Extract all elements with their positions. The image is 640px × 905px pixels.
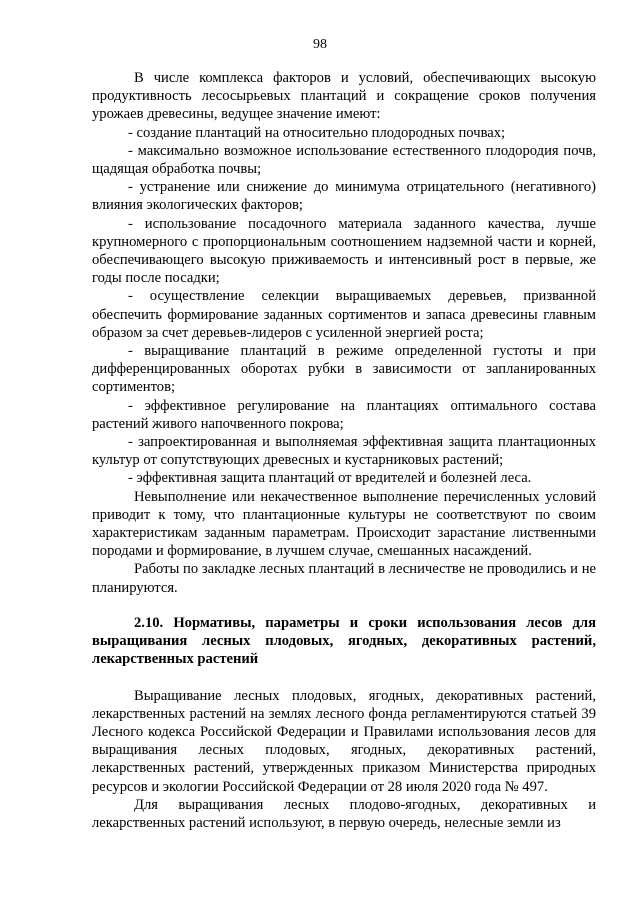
page-content bbox=[92, 69, 596, 832]
list-item: - максимально возможное использование естественного плодородия почв, щадящая обработка почвы; bbox=[92, 142, 596, 178]
no-work-paragraph: Работы по закладке лесных плантаций в лесничестве не проводились и не планируются. bbox=[92, 561, 596, 596]
section-heading: 2.10. Нормативы, параметры и сроки использования лесов для выращивания лесных плодовых, ягодных, декоративных растений, лекарственных растений bbox=[92, 614, 596, 668]
list-item: - создание плантаций на относительно плодородных почвах; bbox=[128, 124, 506, 141]
list-item: - использование посадочного материала заданного качества, лучше крупномерного с пропорциональным соотношением надземной части и корней, обеспечивающего высокую приживаемость и интенсивный рост в первые, же годы после посадки; bbox=[92, 215, 596, 287]
list-item: - запроектированная и выполняемая эффективная защита плантационных культур от сопутствующих древесных и кустарниковых растений; bbox=[92, 434, 596, 469]
lands-paragraph: Для выращивания лесных плодово-ягодных, декоративных и лекарственных растений используют, в первую очередь, нелесные земли из bbox=[92, 796, 596, 831]
list-item: - эффективная защита плантаций от вредителей и болезней леса. bbox=[128, 470, 532, 487]
intro-paragraph: В числе комплекса факторов и условий, обеспечивающих высокую продуктивность лесосырьевых плантаций и сокращение сроков получения урожаев древесины, ведущее значение имеют: bbox=[92, 70, 596, 123]
section-heading-block bbox=[92, 614, 596, 669]
regulation-paragraph: Выращивание лесных плодовых, ягодных, декоративных растений, лекарственных растений на землях лесного фонда регламентируются статьей 39 Лесного кодекса Российской Федерации и Правилами использования лесов для выращивания лесных плодовых, ягодных, декоративных растений, лекарственных растений, утвержденных приказом Министерства природных ресурсов и экологии Российской Федерации от 28 июля 2020 года № 497. bbox=[92, 687, 596, 795]
list-item: - эффективное регулирование на плантациях оптимального состава растений живого напочвенного покрова; bbox=[92, 397, 596, 432]
page-number: 98 bbox=[313, 37, 327, 52]
list-item: - устранение или снижение до минимума отрицательного (негативного) влияния экологических факторов; bbox=[92, 179, 596, 214]
failure-paragraph: Невыполнение или некачественное выполнение перечисленных условий приводит к тому, что плантационные культуры не соответствуют по своим характеристикам заданным параметрам. Происходит зарастание лиственными породами и формирование, в лучшем случае, смешанных насаждений. bbox=[92, 488, 596, 560]
list-item: - осуществление селекции выращиваемых деревьев, призванной обеспечить формирование заданных сортиментов и запаса древесины главным образом за счет деревьев-лидеров с усиленной энергией роста; bbox=[92, 288, 596, 341]
list-item: - выращивание плантаций в режиме определенной густоты и при дифференцированных оборотах рубки в зависимости от запланированных сортиментов; bbox=[92, 343, 596, 396]
